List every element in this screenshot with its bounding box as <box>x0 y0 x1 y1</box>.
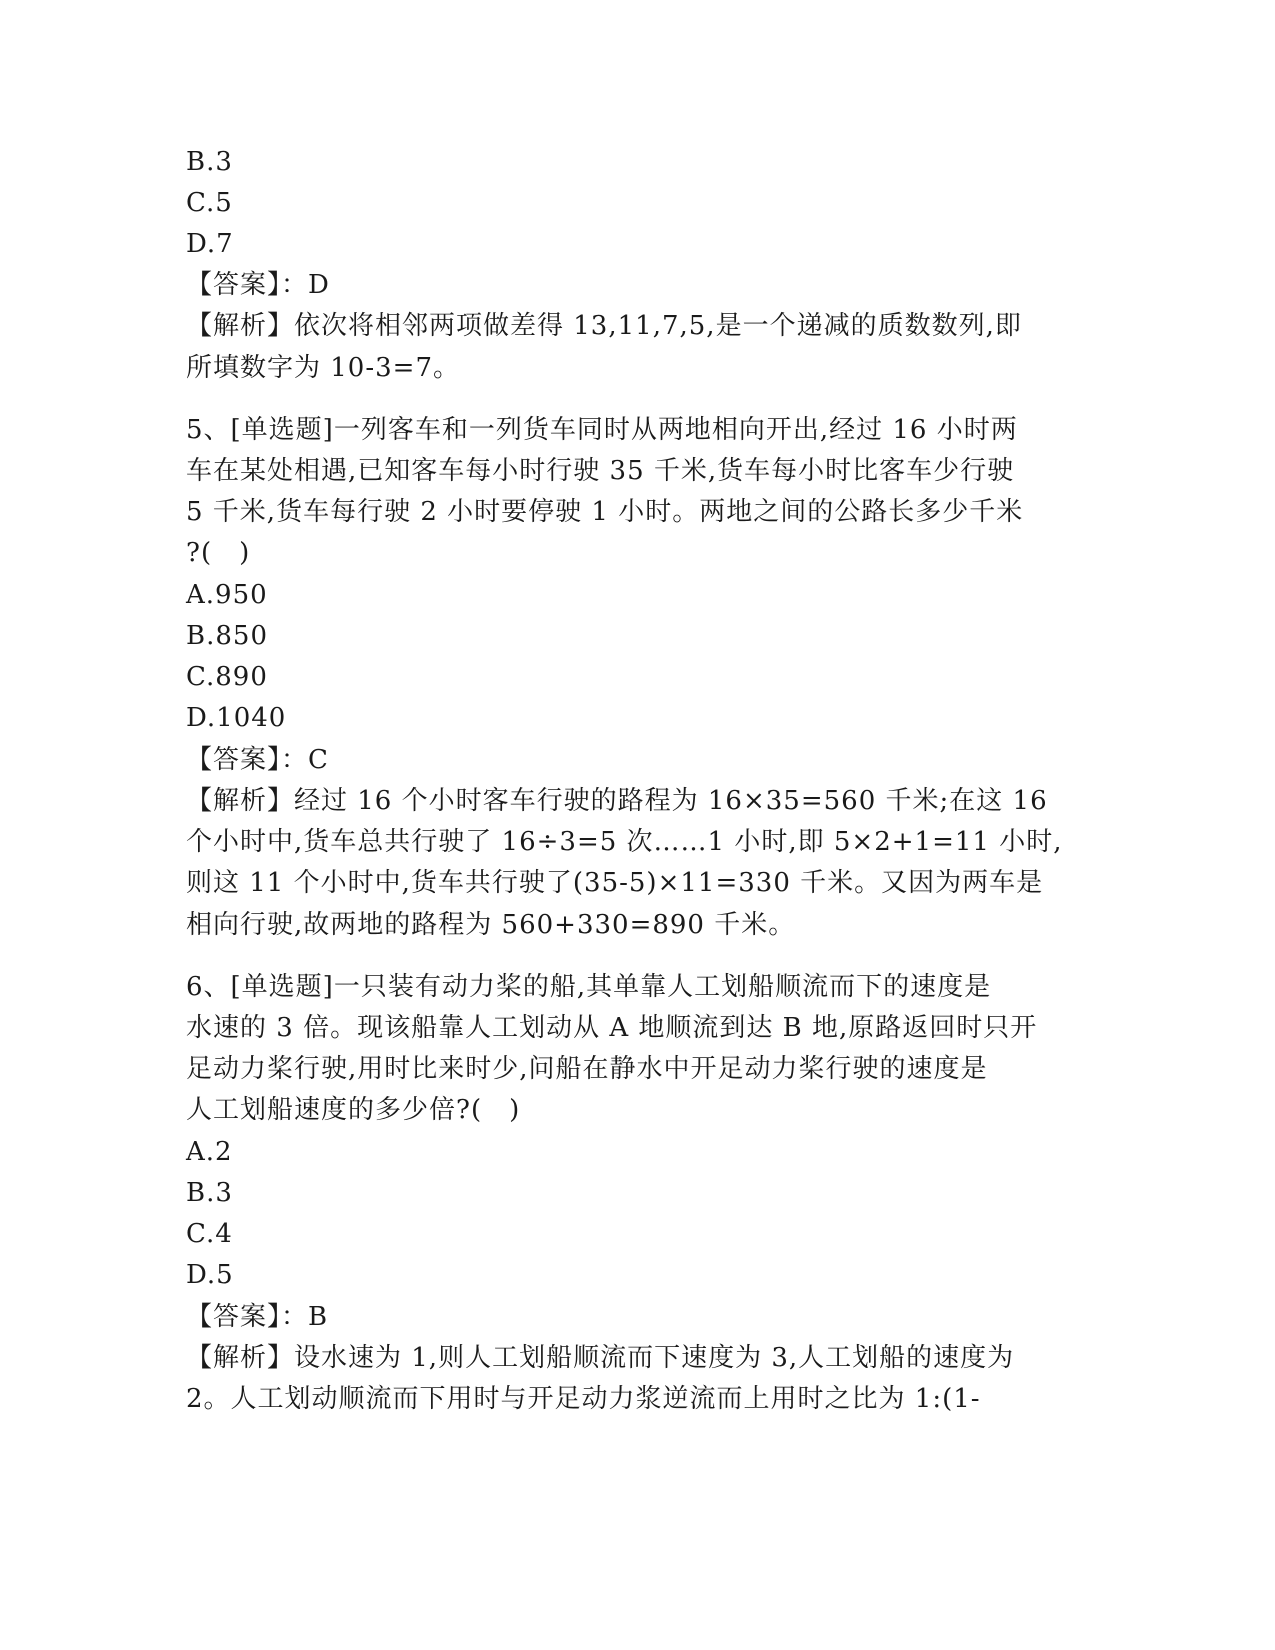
answer-line: 【答案】：B <box>186 1302 329 1332</box>
option-b: B.3 <box>186 147 233 177</box>
analysis-line: 【解析】依次将相邻两项做差得 13,11,7,5,是一个递减的质数数列,即 <box>186 311 1022 341</box>
option-d: D.1040 <box>186 703 287 733</box>
option-d: D.5 <box>186 1260 234 1290</box>
analysis-line: 2。人工划动顺流而下用时与开足动力浆逆流而上用时之比为 1:(1- <box>186 1384 981 1414</box>
question-6-stem: 6、[单选题]一只装有动力桨的船,其单靠人工划船顺流而下的速度是 <box>186 972 992 1002</box>
option-c: C.4 <box>186 1219 233 1249</box>
analysis-line: 个小时中,货车总共行驶了 16÷3=5 次……1 小时,即 5×2+1=11 小时, <box>186 827 1063 857</box>
question-5-stem: 车在某处相遇,已知客车每小时行驶 35 千米,货车每小时比客车少行驶 <box>186 456 1015 486</box>
analysis-line: 【解析】设水速为 1,则人工划船顺流而下速度为 3,人工划船的速度为 <box>186 1343 1015 1373</box>
option-d: D.7 <box>186 229 234 259</box>
answer-line: 【答案】：D <box>186 270 330 300</box>
analysis-line: 相向行驶,故两地的路程为 560+330=890 千米。 <box>186 910 796 940</box>
question-5-stem: 5、[单选题]一列客车和一列货车同时从两地相向开出,经过 16 小时两 <box>186 415 1018 445</box>
option-a: A.950 <box>186 580 268 610</box>
option-c: C.890 <box>186 662 268 692</box>
question-6-stem: 足动力桨行驶,用时比来时少,问船在静水中开足动力桨行驶的速度是 <box>186 1054 988 1084</box>
answer-line: 【答案】：C <box>186 745 329 775</box>
option-c: C.5 <box>186 188 233 218</box>
question-5-stem: ?( ) <box>186 538 251 568</box>
analysis-line: 所填数字为 10-3=7。 <box>186 353 461 383</box>
question-6-stem: 人工划船速度的多少倍?( ) <box>186 1095 521 1125</box>
analysis-line: 则这 11 个小时中,货车共行驶了(35-5)×11=330 千米。又因为两车是 <box>186 868 1044 898</box>
question-6-stem: 水速的 3 倍。现该船靠人工划动从 A 地顺流到达 B 地,原路返回时只开 <box>186 1013 1038 1043</box>
analysis-line: 【解析】经过 16 个小时客车行驶的路程为 16×35=560 千米;在这 16 <box>186 786 1048 816</box>
option-a: A.2 <box>186 1137 233 1167</box>
option-b: B.850 <box>186 621 268 651</box>
question-5-stem: 5 千米,货车每行驶 2 小时要停驶 1 小时。两地之间的公路长多少千米 <box>186 497 1024 527</box>
option-b: B.3 <box>186 1178 233 1208</box>
